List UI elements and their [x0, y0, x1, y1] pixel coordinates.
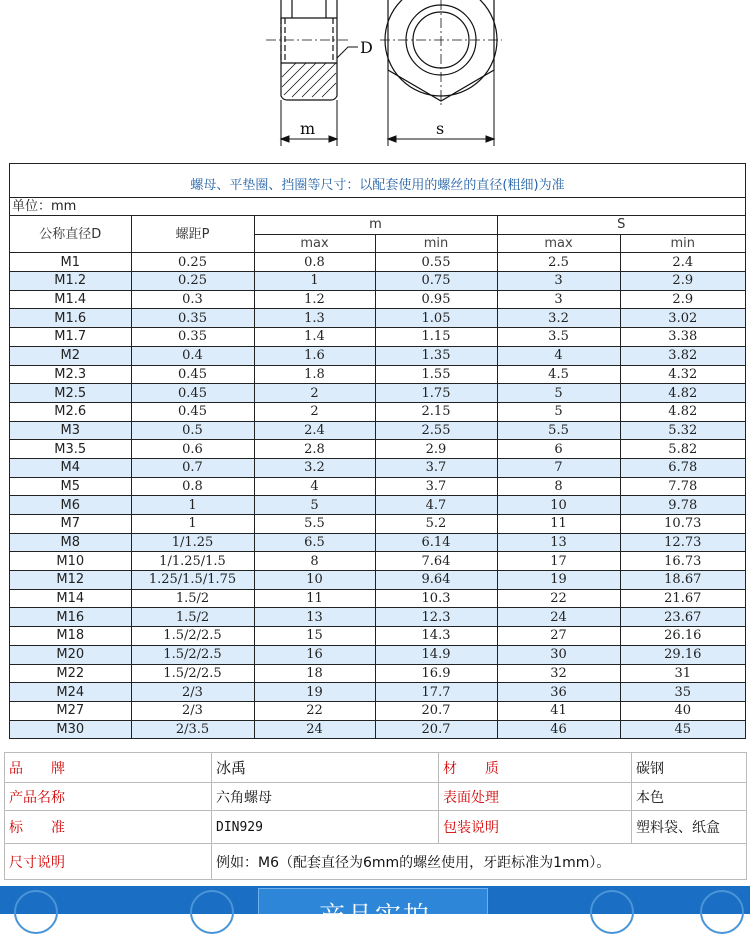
cell-pitch: 0.3 — [131, 290, 254, 309]
cell-m-min: 5.2 — [375, 515, 497, 534]
cell-s-min: 6.78 — [620, 458, 745, 477]
cell-m-max: 22 — [254, 701, 375, 720]
header-s-min: min — [620, 234, 745, 253]
cell-m-min: 17.7 — [375, 683, 497, 702]
cell-s-min: 21.67 — [620, 589, 745, 608]
table-row — [10, 309, 745, 328]
cell-s-max: 11 — [497, 515, 620, 534]
cell-m-max: 13 — [254, 608, 375, 627]
cell-m-min: 0.75 — [375, 272, 497, 291]
cell-m-min: 20.7 — [375, 701, 497, 720]
cell-s-min: 4.82 — [620, 384, 745, 403]
cell-s-max: 4 — [497, 346, 620, 365]
cell-s-min: 26.16 — [620, 627, 745, 646]
cell-s-min: 29.16 — [620, 645, 745, 664]
cell-diameter: M14 — [10, 589, 131, 608]
cell-pitch: 0.25 — [131, 272, 254, 291]
cell-s-max: 17 — [497, 552, 620, 571]
cell-m-max: 1.2 — [254, 290, 375, 309]
cell-m-min: 0.55 — [375, 253, 497, 272]
cell-pitch: 0.5 — [131, 421, 254, 440]
cell-pitch: 2/3 — [131, 683, 254, 702]
cell-diameter: M12 — [10, 571, 131, 590]
header-diameter: 公称直径D — [10, 216, 131, 253]
cell-m-max: 5.5 — [254, 515, 375, 534]
cell-s-max: 27 — [497, 627, 620, 646]
brand-value: 冰禹 — [212, 753, 439, 783]
product-info-table — [4, 752, 747, 880]
cell-m-max: 15 — [254, 627, 375, 646]
cell-m-max: 6.5 — [254, 533, 375, 552]
cell-m-min: 2.9 — [375, 440, 497, 459]
cell-m-max: 1.4 — [254, 328, 375, 347]
cell-diameter: M27 — [10, 701, 131, 720]
product-photo-banner — [0, 886, 750, 932]
table-row — [10, 627, 745, 646]
cell-diameter: M3.5 — [10, 440, 131, 459]
cell-pitch: 0.8 — [131, 477, 254, 496]
cell-pitch: 0.35 — [131, 309, 254, 328]
cell-diameter: M1.4 — [10, 290, 131, 309]
header-pitch: 螺距P — [131, 216, 254, 253]
cell-diameter: M10 — [10, 552, 131, 571]
cell-m-min: 1.15 — [375, 328, 497, 347]
product-name-value: 六角螺母 — [212, 783, 439, 811]
cell-m-min: 3.7 — [375, 458, 497, 477]
cell-m-min: 16.9 — [375, 664, 497, 683]
cell-pitch: 1 — [131, 515, 254, 534]
banner-title: 产品实拍 — [318, 902, 431, 932]
cell-diameter: M2.6 — [10, 402, 131, 421]
cell-m-min: 10.3 — [375, 589, 497, 608]
d-leader — [337, 47, 358, 58]
cell-s-max: 41 — [497, 701, 620, 720]
cell-s-max: 10 — [497, 496, 620, 515]
cell-s-min: 4.82 — [620, 402, 745, 421]
cell-pitch: 1 — [131, 496, 254, 515]
cell-m-min: 9.64 — [375, 571, 497, 590]
table-row — [10, 683, 745, 702]
cell-s-max: 3 — [497, 290, 620, 309]
cell-s-min: 3.82 — [620, 346, 745, 365]
cell-m-min: 14.9 — [375, 645, 497, 664]
header-m: m — [254, 216, 497, 234]
cell-s-min: 18.67 — [620, 571, 745, 590]
brand-label: 品 牌 — [5, 753, 212, 783]
cell-s-min: 16.73 — [620, 552, 745, 571]
cell-pitch: 1.25/1.5/1.75 — [131, 571, 254, 590]
cell-s-min: 2.9 — [620, 272, 745, 291]
cell-s-max: 4.5 — [497, 365, 620, 384]
cell-pitch: 0.7 — [131, 458, 254, 477]
cell-pitch: 0.35 — [131, 328, 254, 347]
cell-m-max: 4 — [254, 477, 375, 496]
surface-label: 表面处理 — [439, 783, 632, 811]
packing-label: 包装说明 — [439, 811, 632, 844]
cell-s-max: 6 — [497, 440, 620, 459]
header-m-max: max — [254, 234, 375, 253]
cell-pitch: 1.5/2/2.5 — [131, 664, 254, 683]
cell-m-max: 18 — [254, 664, 375, 683]
cell-m-max: 2 — [254, 402, 375, 421]
cell-m-min: 14.3 — [375, 627, 497, 646]
cell-m-min: 2.15 — [375, 402, 497, 421]
table-row — [10, 272, 745, 291]
cell-pitch: 2/3.5 — [131, 720, 254, 738]
table-row — [10, 701, 745, 720]
standard-label: 标 准 — [5, 811, 212, 844]
cell-diameter: M8 — [10, 533, 131, 552]
cell-diameter: M1 — [10, 253, 131, 272]
cell-diameter: M18 — [10, 627, 131, 646]
cell-diameter: M2.3 — [10, 365, 131, 384]
table-row — [10, 608, 745, 627]
dim-label-m: m — [300, 119, 316, 138]
cell-s-max: 5 — [497, 384, 620, 403]
material-value: 碳钢 — [632, 753, 747, 783]
cell-pitch: 1/1.25 — [131, 533, 254, 552]
cell-diameter: M30 — [10, 720, 131, 738]
standard-value: DIN929 — [212, 811, 439, 844]
cell-s-min: 9.78 — [620, 496, 745, 515]
cell-s-max: 3.2 — [497, 309, 620, 328]
table-row — [10, 515, 745, 534]
cell-m-max: 1 — [254, 272, 375, 291]
cell-diameter: M4 — [10, 458, 131, 477]
spec-table — [9, 163, 746, 739]
table-row — [10, 589, 745, 608]
front-view — [380, 0, 502, 108]
cell-m-max: 10 — [254, 571, 375, 590]
spec-grid — [10, 216, 745, 738]
product-name-label: 产品名称 — [5, 783, 212, 811]
cell-m-min: 1.05 — [375, 309, 497, 328]
cell-s-min: 12.73 — [620, 533, 745, 552]
cell-s-max: 13 — [497, 533, 620, 552]
table-row — [10, 664, 745, 683]
cell-pitch: 1.5/2 — [131, 608, 254, 627]
cell-m-max: 16 — [254, 645, 375, 664]
table-row — [10, 458, 745, 477]
cell-s-min: 31 — [620, 664, 745, 683]
cell-m-max: 3.2 — [254, 458, 375, 477]
cell-s-max: 19 — [497, 571, 620, 590]
cell-diameter: M2 — [10, 346, 131, 365]
section-hatch — [282, 63, 336, 97]
size-value: 例如：M6（配套直径为6mm的螺丝使用，牙距标准为1mm）。 — [212, 844, 747, 880]
cell-m-max: 24 — [254, 720, 375, 738]
cell-m-max: 0.8 — [254, 253, 375, 272]
cell-s-max: 24 — [497, 608, 620, 627]
cell-diameter: M22 — [10, 664, 131, 683]
table-row — [10, 253, 745, 272]
table-row — [10, 645, 745, 664]
cell-s-max: 5 — [497, 402, 620, 421]
table-row — [10, 720, 745, 738]
cell-m-min: 4.7 — [375, 496, 497, 515]
cell-s-min: 45 — [620, 720, 745, 738]
cell-pitch: 0.45 — [131, 402, 254, 421]
cell-pitch: 1/1.25/1.5 — [131, 552, 254, 571]
cell-m-max: 2 — [254, 384, 375, 403]
cell-pitch: 1.5/2 — [131, 589, 254, 608]
cell-pitch: 0.25 — [131, 253, 254, 272]
table-row — [10, 571, 745, 590]
table-row — [10, 402, 745, 421]
cell-s-min: 7.78 — [620, 477, 745, 496]
cell-s-max: 46 — [497, 720, 620, 738]
cell-s-max: 22 — [497, 589, 620, 608]
dim-label-d: D — [360, 38, 373, 57]
unit-label: 单位：mm — [10, 198, 745, 216]
cell-s-min: 10.73 — [620, 515, 745, 534]
cell-s-max: 7 — [497, 458, 620, 477]
packing-value: 塑料袋、纸盒 — [632, 811, 747, 844]
cell-s-min: 2.4 — [620, 253, 745, 272]
cell-s-max: 8 — [497, 477, 620, 496]
cell-s-min: 4.32 — [620, 365, 745, 384]
cell-s-max: 3.5 — [497, 328, 620, 347]
cell-diameter: M1.6 — [10, 309, 131, 328]
table-row — [10, 365, 745, 384]
cell-pitch: 2/3 — [131, 701, 254, 720]
cell-s-min: 23.67 — [620, 608, 745, 627]
cell-diameter: M24 — [10, 683, 131, 702]
cell-s-min: 5.32 — [620, 421, 745, 440]
cell-s-max: 2.5 — [497, 253, 620, 272]
cell-s-min: 35 — [620, 683, 745, 702]
cell-s-min: 3.02 — [620, 309, 745, 328]
side-view — [266, 0, 350, 100]
cell-pitch: 0.45 — [131, 365, 254, 384]
cell-m-max: 11 — [254, 589, 375, 608]
cell-m-min: 3.7 — [375, 477, 497, 496]
cell-m-max: 1.3 — [254, 309, 375, 328]
table-row — [10, 421, 745, 440]
cell-m-min: 6.14 — [375, 533, 497, 552]
table-row — [10, 328, 745, 347]
cell-s-max: 36 — [497, 683, 620, 702]
size-label: 尺寸说明 — [5, 844, 212, 880]
cell-m-min: 1.35 — [375, 346, 497, 365]
cell-m-min: 1.75 — [375, 384, 497, 403]
cell-diameter: M20 — [10, 645, 131, 664]
cell-m-max: 2.4 — [254, 421, 375, 440]
table-row — [10, 533, 745, 552]
cell-m-max: 19 — [254, 683, 375, 702]
cell-m-min: 1.55 — [375, 365, 497, 384]
cell-s-max: 32 — [497, 664, 620, 683]
dim-label-s: s — [436, 119, 445, 138]
cell-s-min: 3.38 — [620, 328, 745, 347]
cell-pitch: 0.6 — [131, 440, 254, 459]
cell-s-max: 30 — [497, 645, 620, 664]
cell-s-min: 2.9 — [620, 290, 745, 309]
cell-diameter: M7 — [10, 515, 131, 534]
table-row — [10, 290, 745, 309]
header-s: S — [497, 216, 745, 234]
cell-diameter: M1.7 — [10, 328, 131, 347]
table-row — [10, 496, 745, 515]
cell-m-max: 1.8 — [254, 365, 375, 384]
header-m-min: min — [375, 234, 497, 253]
cell-m-max: 5 — [254, 496, 375, 515]
cell-m-min: 2.55 — [375, 421, 497, 440]
cell-diameter: M2.5 — [10, 384, 131, 403]
cell-diameter: M5 — [10, 477, 131, 496]
table-row — [10, 440, 745, 459]
cell-s-max: 3 — [497, 272, 620, 291]
cell-s-min: 40 — [620, 701, 745, 720]
header-s-max: max — [497, 234, 620, 253]
hex-nut-drawing — [0, 0, 750, 160]
cell-s-min: 5.82 — [620, 440, 745, 459]
table-row — [10, 477, 745, 496]
spec-title: 螺母、平垫圈、挡圈等尺寸：以配套使用的螺丝的直径(粗细)为准 — [10, 164, 745, 198]
cell-m-max: 8 — [254, 552, 375, 571]
cell-diameter: M6 — [10, 496, 131, 515]
cell-pitch: 0.45 — [131, 384, 254, 403]
cell-m-max: 1.6 — [254, 346, 375, 365]
cell-pitch: 0.4 — [131, 346, 254, 365]
cell-diameter: M3 — [10, 421, 131, 440]
table-row — [10, 552, 745, 571]
table-row — [10, 384, 745, 403]
cell-pitch: 1.5/2/2.5 — [131, 645, 254, 664]
table-row — [10, 346, 745, 365]
surface-value: 本色 — [632, 783, 747, 811]
cell-m-min: 7.64 — [375, 552, 497, 571]
cell-m-min: 0.95 — [375, 290, 497, 309]
cell-m-max: 2.8 — [254, 440, 375, 459]
cell-s-max: 5.5 — [497, 421, 620, 440]
cell-m-min: 12.3 — [375, 608, 497, 627]
cell-diameter: M1.2 — [10, 272, 131, 291]
cell-diameter: M16 — [10, 608, 131, 627]
cell-pitch: 1.5/2/2.5 — [131, 627, 254, 646]
material-label: 材 质 — [439, 753, 632, 783]
cell-m-min: 20.7 — [375, 720, 497, 738]
